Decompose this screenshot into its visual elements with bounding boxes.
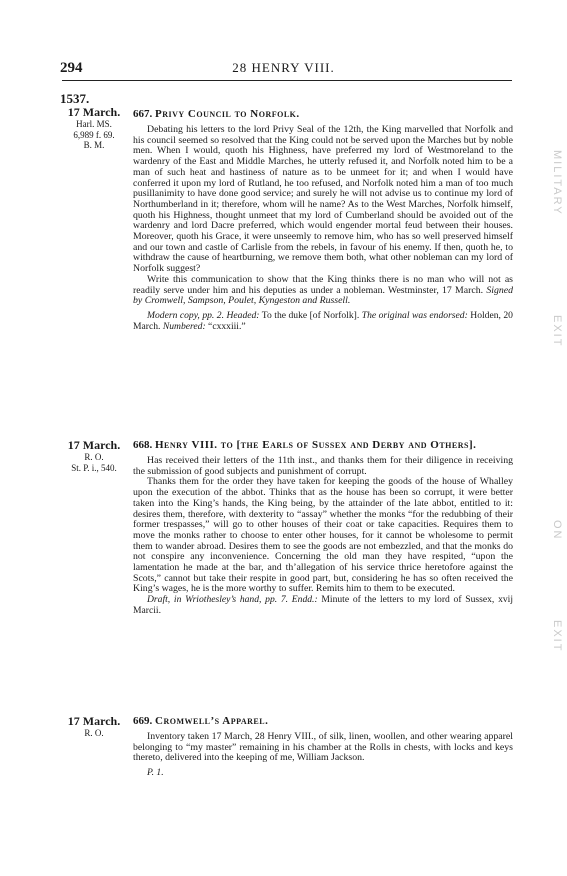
watermark: ON bbox=[551, 520, 563, 541]
paragraph: Has received their letters of the 11th inst., and thanks them for their diligence in receiving the submission of good subjects and punishment of corrupt. bbox=[133, 455, 513, 477]
year: 1537. bbox=[60, 91, 90, 106]
ref: R. O. bbox=[84, 728, 104, 738]
ref: Harl. MS. bbox=[76, 119, 112, 129]
note-part: Holden, 20 March. bbox=[133, 309, 513, 332]
ref: R. O. bbox=[84, 452, 104, 462]
entry-number: 668. bbox=[133, 439, 153, 451]
entry-heading bbox=[133, 108, 513, 121]
date: 17 March. bbox=[67, 438, 121, 452]
editorial-note bbox=[133, 768, 513, 779]
paragraph: Debating his letters to the lord Privy Seal of the 12th, the King marvelled that Norfolk and his council seemed so resolved that the King could not be served upon the Marches but by noble men. When I would, quoth his Highness, have preferred my lord of Westmoreland to the wardenry of the East and Middle Marches, he utterly refused it, and Norfolk noted him to be a man of such heat and hastiness of nature as to be unmeet for it; and when I would have conferred it upon my lord of Rutland, he too refused, and Norfolk noted him a man of too much pusillanimity to have done good service; and surely he will not advise us to continue my lord of Northumberland in it; therefore, whom will he name? As to the West Marches, Norfolk himself, quoth his Highness, thought unmeet that my lord of Cumberland should be avoided out of the wardenry and lord Dacre preferred, which would engender mortal feud between their houses. Moreover, quoth his Grace, it were unseemly to remove him, who has so well preserved himself and our town and castle of Carlisle from the rebels, in favour of his enemy. If then, quoth he, to withdraw the cause of heartburning, we remove them both, what other nobleman can my lord of Norfolk suggest? bbox=[133, 124, 513, 275]
note-part: Modern copy, pp. 2. Headed: bbox=[147, 309, 260, 321]
note-part: P. 1. bbox=[147, 767, 164, 779]
entry-number: 669. bbox=[133, 715, 153, 727]
entry-668 bbox=[133, 439, 513, 617]
watermark: EXIT bbox=[551, 315, 563, 348]
editorial-note bbox=[133, 595, 513, 616]
paragraph bbox=[133, 275, 513, 307]
ref: St. P. i., 540. bbox=[71, 462, 117, 473]
note-part: To the duke [of Norfolk]. bbox=[259, 309, 362, 321]
entry-title: Henry VIII. to [the Earls of Sussex and Derby and Others]. bbox=[155, 439, 477, 451]
note-part: “cxxxiii.” bbox=[205, 320, 246, 332]
note-part: Draft, in Wriothesley’s hand, pp. 7. Endd.: bbox=[147, 594, 318, 606]
entry-title: Cromwell’s Apparel. bbox=[155, 715, 269, 727]
editorial-note bbox=[133, 311, 513, 332]
note-part: The original was endorsed: bbox=[361, 309, 468, 321]
running-head: 28 HENRY VIII. bbox=[232, 60, 335, 75]
date: 17 March. bbox=[67, 714, 121, 728]
paragraph-text: Write this communication to show that the King thinks there is no man who will not as readily serve under him and his deputies as under a nobleman. Westminster, 17 March. bbox=[133, 273, 513, 296]
paragraph: Inventory taken 17 March, 28 Henry VIII., of silk, linen, woollen, and other wearing apparel belonging to “my master” remaining in his chamber at the Rolls in chests, with locks and keys thereto, delivered into the keeping of me, William Jackson. bbox=[133, 731, 513, 764]
note-part: Minute of the letters to my lord of Sussex, xvij Marcii. bbox=[133, 594, 513, 616]
entry-669 bbox=[133, 715, 513, 779]
ref: B. M. bbox=[83, 140, 105, 150]
entry-number: 667. bbox=[133, 108, 153, 120]
ref: 6,989 f. 69. bbox=[73, 129, 115, 140]
header-rule bbox=[62, 80, 512, 81]
entry-heading bbox=[133, 439, 513, 452]
margin-668 bbox=[60, 439, 128, 473]
margin-667 bbox=[60, 92, 128, 151]
entry-667 bbox=[133, 108, 513, 332]
paragraph: Thanks them for the order they have taken for keeping the goods of the house of Whalley upon the execution of the abbot. Thinks that as the house has been so corrupt, it were better taken into the King’s hands, the King being, by the attainder of the late abbot, entitled to it: desires them, therefore, with dexterity to “assay” whether the monks “for the redubbing of their former trespasses,” will go to other houses of their coat or take capacities. Requires them to move the monks rather to choose to enter other houses, for it cannot be wholesome to permit them to wander abroad. Desires them to see the goods are not embezzled, and that the monks do not conspire any inconvenience. Concerning the old man they have respited, “upon the lamentation he made at the bar, and th’allegation of his service thrice heretofore against the Scots,” cannot but take their respite in good part, but, considering he has so often received the King’s wages, he is the more worthy to suffer. Remits him to them to be executed. bbox=[133, 476, 513, 595]
note-part: Numbered: bbox=[162, 320, 206, 332]
watermark: EXIT bbox=[551, 620, 563, 653]
watermark: MILITARY bbox=[551, 150, 563, 216]
entry-heading bbox=[133, 715, 513, 728]
signatories: Signed by Cromwell, Sampson, Poulet, Kyngeston and Russell. bbox=[133, 284, 513, 307]
date: 17 March. bbox=[67, 105, 121, 119]
margin-669 bbox=[60, 715, 128, 739]
page-number: 294 bbox=[60, 60, 83, 76]
entry-title: Privy Council to Norfolk. bbox=[155, 108, 300, 120]
